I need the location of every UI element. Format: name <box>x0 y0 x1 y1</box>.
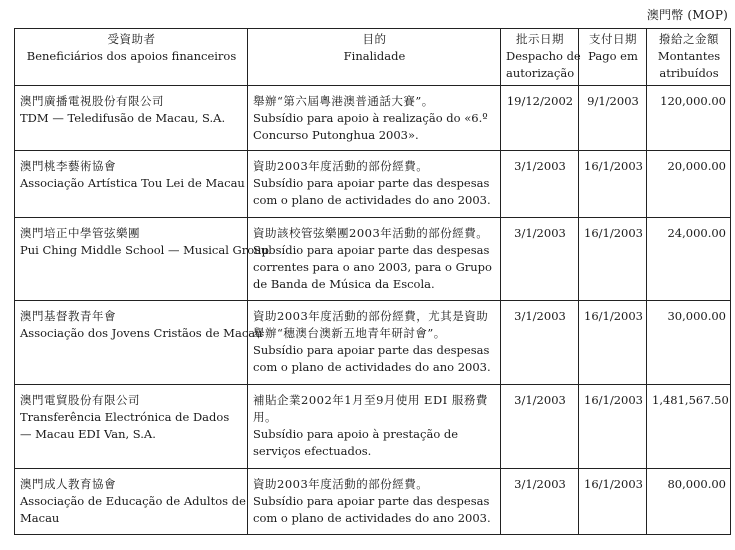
purpose-pt: Subsídio para apoiar parte das despesas com o plano de actividades do ano 2003. <box>253 343 491 374</box>
header-payment-pt: Pago em <box>588 49 638 63</box>
table-row <box>15 218 731 301</box>
amount: 24,000.00 <box>647 218 731 301</box>
beneficiary-zh: 澳門桃李藝術協會 <box>20 159 116 173</box>
header-payment-zh: 支付日期 <box>589 32 637 46</box>
purpose-pt: Subsídio para apoiar parte das despesas com o plano de actividades do ano 2003. <box>253 176 491 207</box>
purpose-cell <box>248 218 501 301</box>
header-approval-zh: 批示日期 <box>516 32 564 46</box>
purpose-zh: 資助2003年度活動的部份經費。 <box>253 477 429 491</box>
payment-date: 16/1/2003 <box>579 469 647 535</box>
purpose-pt: Subsídio para apoio à realização do «6.º Concurso Putonghua 2003». <box>253 111 488 142</box>
beneficiary-pt-2: Macau <box>20 511 60 525</box>
payment-date: 16/1/2003 <box>579 385 647 469</box>
purpose-zh: 資助該校管弦樂團2003年活動的部份經費。 <box>253 226 489 240</box>
payment-date: 16/1/2003 <box>579 218 647 301</box>
beneficiary-pt: Associação de Educação de Adultos de <box>20 494 246 508</box>
purpose-cell <box>248 469 501 535</box>
table-row <box>15 385 731 469</box>
payment-date: 16/1/2003 <box>579 301 647 385</box>
purpose-zh: 補貼企業2002年1月至9月使用 EDI 服務費用。 <box>253 393 488 424</box>
beneficiary-pt-2: — Macau EDI Van, S.A. <box>20 427 156 441</box>
approval-date: 3/1/2003 <box>501 151 579 218</box>
table-row <box>15 86 731 151</box>
beneficiary-cell <box>15 218 269 301</box>
beneficiary-zh: 澳門成人教育協會 <box>20 477 116 491</box>
header-amount-pt-2: atribuídos <box>659 66 719 80</box>
purpose-cell <box>248 385 501 469</box>
beneficiary-cell <box>15 151 248 218</box>
header-approval-pt-2: autorização <box>506 66 575 80</box>
table-row <box>15 301 731 385</box>
amount: 80,000.00 <box>647 469 731 535</box>
purpose-zh: 資助2003年度活動的部份經費。 <box>253 159 429 173</box>
amount: 1,481,567.50 <box>647 385 731 469</box>
header-amount <box>647 29 731 86</box>
header-beneficiary <box>15 29 248 86</box>
header-purpose <box>248 29 501 86</box>
header-beneficiary-zh: 受資助者 <box>107 32 156 46</box>
currency-note: 澳門幣 (MOP) <box>646 8 728 22</box>
purpose-zh: 舉辦“第六屆粵港澳普通話大賽”。 <box>253 94 434 108</box>
beneficiary-cell <box>15 385 248 469</box>
amount: 30,000.00 <box>647 301 731 385</box>
table-row <box>15 151 731 218</box>
beneficiary-pt: Transferência Electrónica de Dados <box>20 410 230 424</box>
amount: 120,000.00 <box>647 86 731 151</box>
grants-table <box>14 28 731 535</box>
beneficiary-zh: 澳門基督教青年會 <box>20 309 116 323</box>
beneficiary-cell <box>15 469 248 535</box>
table-row <box>15 469 731 535</box>
beneficiary-pt: Associação dos Jovens Cristãos de Macau <box>20 326 263 340</box>
amount: 20,000.00 <box>647 151 731 218</box>
approval-date: 3/1/2003 <box>501 469 579 535</box>
header-purpose-zh: 目的 <box>362 32 387 46</box>
payment-date: 16/1/2003 <box>579 151 647 218</box>
header-amount-zh: 撥給之金額 <box>659 32 719 46</box>
payment-date: 9/1/2003 <box>579 86 647 151</box>
beneficiary-pt: TDM — Teledifusão de Macau, S.A. <box>20 111 226 125</box>
purpose-cell <box>248 301 501 385</box>
header-purpose-pt: Finalidade <box>343 49 406 63</box>
header-approval <box>501 29 579 86</box>
beneficiary-pt: Associação Artística Tou Lei de Macau <box>20 176 245 190</box>
approval-date: 3/1/2003 <box>501 218 579 301</box>
purpose-pt: Subsídio para apoiar parte das despesas com o plano de actividades do ano 2003. <box>253 494 491 525</box>
header-approval-pt-1: Despacho de <box>506 49 581 63</box>
header-payment <box>579 29 647 86</box>
approval-date: 3/1/2003 <box>501 385 579 469</box>
purpose-pt: Subsídio para apoio à prestação de serviços efectuados. <box>253 427 459 458</box>
header-amount-pt-1: Montantes <box>657 49 721 63</box>
beneficiary-zh: 澳門電貿股份有限公司 <box>20 393 140 407</box>
approval-date: 3/1/2003 <box>501 301 579 385</box>
beneficiary-cell <box>15 301 263 385</box>
purpose-zh: 資助2003年度活動的部份經費，尤其是資助舉辦“穗澳台澳新五地青年研討會”。 <box>253 309 489 340</box>
purpose-pt: Subsídio para apoiar parte das despesas correntes para o ano 2003, para o Grupo de Banda de Música da Escola. <box>253 243 492 291</box>
beneficiary-cell <box>15 86 248 151</box>
header-beneficiary-pt: Beneficiários dos apoios financeiros <box>26 49 237 63</box>
beneficiary-zh: 澳門廣播電視股份有限公司 <box>20 94 164 108</box>
purpose-cell <box>248 151 501 218</box>
approval-date: 19/12/2002 <box>501 86 579 151</box>
purpose-cell <box>248 86 501 151</box>
beneficiary-zh: 澳門培正中學管弦樂團 <box>20 226 140 240</box>
header-row <box>15 29 731 86</box>
beneficiary-pt: Pui Ching Middle School — Musical Group <box>20 243 269 257</box>
